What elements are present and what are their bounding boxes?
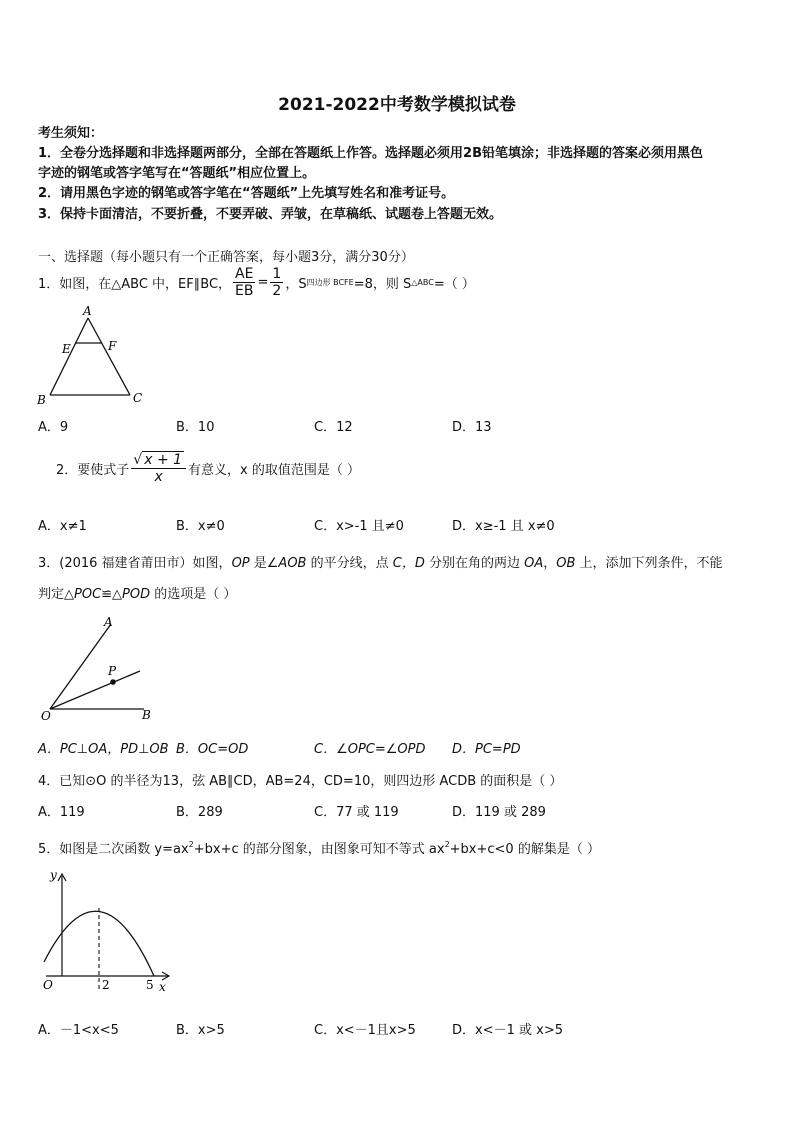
q3-label-a: A — [104, 615, 113, 629]
question-1: 1．如图，在△ABC 中，EF∥BC， $\frac{AE}{EB}$ = $\frac{1}{2}$ ，S 四边形 BCFE =8，则 S △ABC =（ ） — [38, 266, 475, 299]
q5-label-x: x — [159, 980, 166, 994]
q3-angle-figure — [38, 612, 168, 724]
q2-option-b: B．x≠0 — [176, 519, 225, 534]
q5-label-2: 2 — [102, 978, 110, 992]
q5-option-c: C．x<－1且x>5 — [314, 1023, 416, 1038]
q4-option-a: A．119 — [38, 805, 85, 820]
q5-option-d: D．x<－1 或 x>5 — [452, 1023, 563, 1038]
q1-option-d: D．13 — [452, 420, 492, 435]
q1-option-b: B．10 — [176, 420, 215, 435]
q5-parabola-figure — [36, 866, 176, 994]
q1-label-c: C — [133, 391, 143, 405]
q4-option-d: D．119 或 289 — [452, 805, 546, 820]
q2-option-d: D．x≥-1 且 x≠0 — [452, 519, 555, 534]
q2-suffix: 有意义，x 的取值范围是（ ） — [188, 463, 360, 478]
q4-option-b: B．289 — [176, 805, 223, 820]
q1-option-c: C．12 — [314, 420, 353, 435]
q3-label-b: B — [142, 708, 151, 722]
page-title: 2021-2022中考数学模拟试卷 — [278, 95, 516, 115]
q1-label-a: A — [83, 304, 92, 318]
question-3-line-2: 判定△POC≌△POD 的选项是（ ） — [38, 587, 237, 602]
q2-option-c: C．x>-1 且≠0 — [314, 519, 404, 534]
q3-label-o: O — [41, 709, 51, 723]
q5-label-5: 5 — [146, 978, 154, 992]
q1-label-b: B — [37, 393, 46, 407]
notice-item-1a: 1．全卷分选择题和非选择题两部分，全部在答题纸上作答。选择题必须用2B铅笔填涂；非选择题的答案必须用黑色 — [38, 146, 704, 161]
q2-fraction: $\frac{√ x + 1}{x}$ — [131, 452, 186, 485]
notice-heading: 考生须知： — [38, 126, 104, 141]
section-heading: 一、选择题（每小题只有一个正确答案，每小题3分，满分30分） — [38, 250, 414, 265]
q3-option-a: A．PC⊥OA，PD⊥OB — [38, 742, 169, 757]
notice-item-3: 3．保持卡面清洁，不要折叠，不要弄破、弄皱，在草稿纸、试题卷上答题无效。 — [38, 207, 503, 222]
q3-option-b: B．OC=OD — [176, 742, 249, 757]
q1-fraction-ae-eb: $\frac{AE}{EB}$ — [235, 266, 254, 299]
question-3-line-1: 3．(2016 福建省莆田市）如图，OP 是∠AOB 的平分线，点 C，D 分别在角的两边 OA，OB 上，添加下列条件，不能 — [38, 556, 723, 571]
q1-triangle-figure — [30, 303, 160, 408]
q2-prefix: 2．要使式子 — [56, 463, 130, 478]
q1-fraction-half: $\frac{1}{2}$ — [272, 266, 282, 299]
q1-prefix: 1．如图，在△ABC 中，EF∥BC， — [38, 277, 232, 292]
q1-option-a: A．9 — [38, 420, 69, 435]
notice-item-1b: 字迹的钢笔或答字笔写在“答题纸”相应位置上。 — [38, 166, 316, 181]
q1-label-f: F — [108, 339, 117, 353]
q5-option-a: A．－1<x<5 — [38, 1023, 119, 1038]
question-5: 5．如图是二次函数 $y=ax^2+bx+c$ 的部分图象，由图象可知不等式 $ax^2+bx+c<0$ 的解集是（ ） — [38, 840, 600, 857]
notice-item-2: 2．请用黑色字迹的钢笔或答字笔在“答题纸”上先填写姓名和准考证号。 — [38, 186, 455, 201]
question-4: 4．已知⊙O 的半径为13，弦 AB∥CD，AB=24，CD=10，则四边形 ACDB 的面积是（ ） — [38, 774, 563, 789]
q2-option-a: A．x≠1 — [38, 519, 87, 534]
q5-label-o: O — [43, 978, 53, 992]
q4-option-c: C．77 或 119 — [314, 805, 399, 820]
q1-label-e: E — [62, 342, 71, 356]
q3-label-p: P — [108, 664, 117, 678]
q3-option-d: D．PC=PD — [452, 742, 521, 757]
q5-option-b: B．x>5 — [176, 1023, 225, 1038]
q5-label-y: y — [50, 868, 57, 882]
question-2 — [56, 452, 360, 485]
q3-option-c: C．∠OPC=∠OPD — [314, 742, 426, 757]
